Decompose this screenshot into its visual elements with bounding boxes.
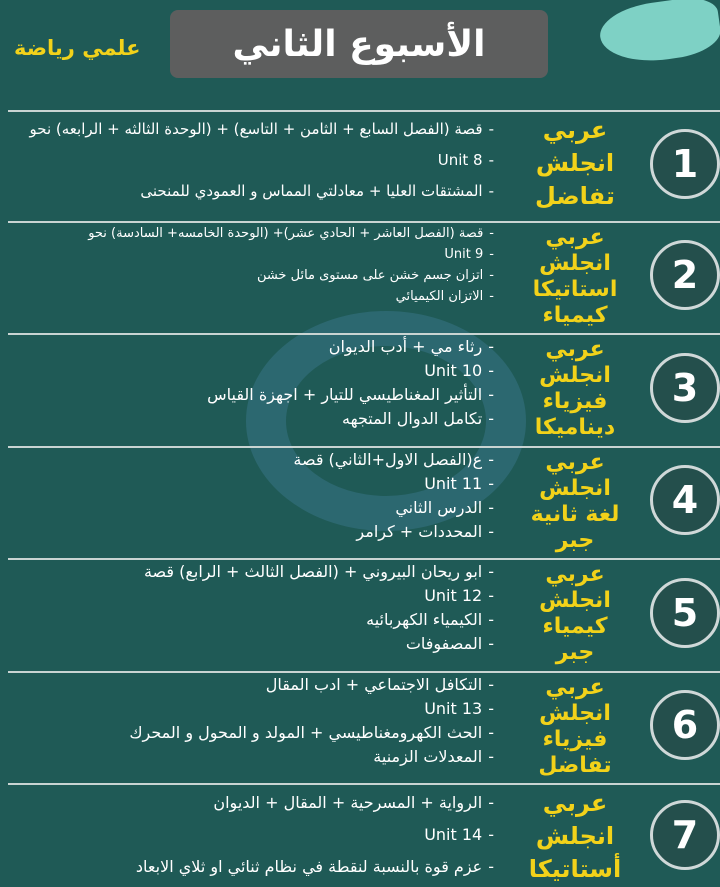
lesson-text: التأثير المغناطيسي للتيار + اجهزة القياس (207, 385, 483, 404)
lesson-line (293, 452, 494, 468)
lesson-line (444, 248, 494, 261)
lesson-text: ابو ريحان البيروني + (الفصل الثالث + الرابع) قصة (143, 562, 483, 581)
lesson-text: Unit 13 (424, 699, 483, 718)
subject-list (506, 564, 644, 664)
subject-name: كيمياء (542, 614, 608, 639)
lesson-text: قصة (الفصل السابع + الثامن + التاسع) + (الوحدة الثالثه + الرابعه) نحو (29, 120, 483, 138)
subject-name: انجلش (539, 251, 611, 276)
week-number-badge: 4 (650, 465, 720, 535)
week-row (0, 783, 720, 887)
lesson-line (207, 387, 494, 403)
bullet-dash: - (488, 562, 494, 581)
lesson-text: الدرس الثاني (395, 498, 483, 517)
bullet-dash: - (488, 675, 494, 694)
track-label: علمي رياضة (14, 36, 141, 60)
lesson-text: ع(الفصل الاول+الثاني) قصة (293, 450, 483, 469)
subject-name: عربي (542, 789, 608, 817)
bullet-dash: - (488, 522, 494, 541)
lesson-line (424, 588, 494, 604)
subject-name: تفاضل (535, 182, 615, 210)
week-row (0, 671, 720, 779)
lesson-text: Unit 11 (424, 474, 483, 493)
bullet-dash: - (488, 723, 494, 742)
lesson-line (329, 339, 494, 355)
subject-name: انجلش (539, 363, 611, 388)
subject-name: جبر (555, 528, 595, 553)
week-number-badge: 3 (650, 353, 720, 423)
week-number-badge: 2 (650, 240, 720, 310)
subject-name: لغة ثانية (530, 502, 620, 527)
lesson-line (257, 269, 494, 282)
subject-name: عربي (545, 225, 605, 250)
lesson-line (144, 564, 494, 580)
lesson-text: الاتزان الكيميائي (395, 289, 484, 304)
subject-list (506, 339, 644, 439)
lesson-line (406, 636, 494, 652)
subject-name: عربي (545, 450, 605, 475)
lesson-text: الحث الكهرومغناطيسي + المولد و المحول و المحرك (129, 723, 483, 742)
lesson-text: التكافل الاجتماعي + ادب المقال (265, 675, 483, 694)
decorative-splash (597, 0, 720, 68)
lesson-line (30, 122, 494, 137)
lesson-line (342, 411, 494, 427)
week-number-badge: 6 (650, 690, 720, 760)
lesson-line (136, 859, 494, 875)
week-row (0, 110, 720, 217)
bullet-dash: - (488, 825, 494, 844)
subject-name: استاتيكا (532, 277, 618, 302)
subject-name: انجلش (539, 701, 611, 726)
bullet-dash: - (489, 226, 494, 241)
bullet-dash: - (489, 268, 494, 283)
lesson-line (395, 500, 494, 516)
bullet-dash: - (488, 747, 494, 766)
bullet-dash: - (488, 699, 494, 718)
lesson-line (424, 476, 494, 492)
subject-name: أستاتيكا (528, 855, 622, 883)
lesson-line (266, 677, 494, 693)
bullet-dash: - (488, 182, 494, 200)
subject-name: انجلش (535, 149, 615, 177)
lesson-line (438, 153, 494, 168)
lesson-text: الكيمياء الكهربائيه (366, 610, 483, 629)
bullet-dash: - (488, 120, 494, 138)
subject-list (506, 452, 644, 552)
bullet-dash: - (488, 450, 494, 469)
week-row (0, 558, 720, 667)
bullet-dash: - (488, 610, 494, 629)
lesson-text: المعدلات الزمنية (373, 747, 483, 766)
lesson-text: اتزان جسم خشن على مستوى مائل خشن (256, 268, 484, 283)
bullet-dash: - (488, 385, 494, 404)
lesson-line (373, 749, 494, 765)
lesson-list (88, 227, 494, 303)
lesson-list (293, 452, 494, 540)
week-number-badge: 5 (650, 578, 720, 648)
subject-name: فيزياء (542, 389, 608, 414)
subject-name: عربي (545, 675, 605, 700)
lesson-line (424, 363, 494, 379)
bullet-dash: - (488, 337, 494, 356)
lesson-text: تكامل الدوال المتجهه (342, 409, 483, 428)
subject-list (506, 791, 644, 881)
bullet-dash: - (488, 361, 494, 380)
subject-name: فيزياء (542, 727, 608, 752)
week-row (0, 333, 720, 442)
lesson-list (207, 339, 494, 427)
lesson-text: Unit 14 (424, 825, 483, 844)
subject-name: عربي (545, 337, 605, 362)
bullet-dash: - (488, 498, 494, 517)
bullet-dash: - (489, 289, 494, 304)
subject-name: انجلش (535, 822, 615, 850)
lesson-text: رثاء مي + أدب الديوان (328, 337, 483, 356)
lesson-line (424, 701, 494, 717)
lesson-line (88, 227, 494, 240)
subject-name: عربي (545, 562, 605, 587)
bullet-dash: - (488, 793, 494, 812)
lesson-text: عزم قوة بالنسبة لنقطة في نظام ثنائي او ثلاي الابعاد (135, 857, 483, 876)
lesson-text: المحددات + كرامر (356, 522, 483, 541)
subject-name: ديناميكا (534, 415, 616, 440)
subject-name: عربي (542, 116, 608, 144)
lesson-line (424, 827, 494, 843)
bullet-dash: - (488, 634, 494, 653)
lesson-list (136, 795, 494, 875)
week-row (0, 446, 720, 554)
lesson-line (396, 290, 494, 303)
week-number-badge: 1 (650, 129, 720, 199)
page-title: الأسبوع الثاني (170, 10, 548, 78)
lesson-list (30, 122, 494, 199)
week-number-badge: 7 (650, 800, 720, 870)
lesson-line (129, 725, 494, 741)
subject-name: انجلش (539, 476, 611, 501)
bullet-dash: - (488, 151, 494, 169)
lesson-line (140, 184, 494, 199)
bullet-dash: - (488, 409, 494, 428)
subject-list (506, 677, 644, 777)
week-row (0, 221, 720, 329)
lesson-line (366, 612, 494, 628)
lesson-list (129, 677, 494, 765)
subject-list (506, 227, 644, 327)
lesson-line (356, 524, 494, 540)
lesson-text: Unit 8 (437, 151, 483, 169)
bullet-dash: - (488, 586, 494, 605)
bullet-dash: - (488, 474, 494, 493)
lesson-text: المصفوفات (405, 634, 483, 653)
lesson-text: Unit 9 (444, 247, 484, 262)
subject-name: جبر (555, 640, 595, 665)
subject-name: تفاضل (538, 753, 612, 778)
lesson-line (213, 795, 494, 811)
lesson-text: Unit 12 (424, 586, 483, 605)
lesson-text: المشتقات العليا + معادلتي المماس و العمودي للمنحنى (140, 182, 483, 200)
subject-list (506, 118, 644, 208)
lesson-text: الرواية + المسرحية + المقال + الديوان (213, 793, 483, 812)
subject-name: كيمياء (542, 303, 608, 328)
lesson-text: Unit 10 (424, 361, 483, 380)
bullet-dash: - (488, 857, 494, 876)
lesson-text: قصة (الفصل العاشر + الحادي عشر)+ (الوحدة الخامسه+ السادسة) نحو (88, 226, 484, 241)
bullet-dash: - (489, 247, 494, 262)
subject-name: انجلش (539, 588, 611, 613)
lesson-list (144, 564, 494, 652)
